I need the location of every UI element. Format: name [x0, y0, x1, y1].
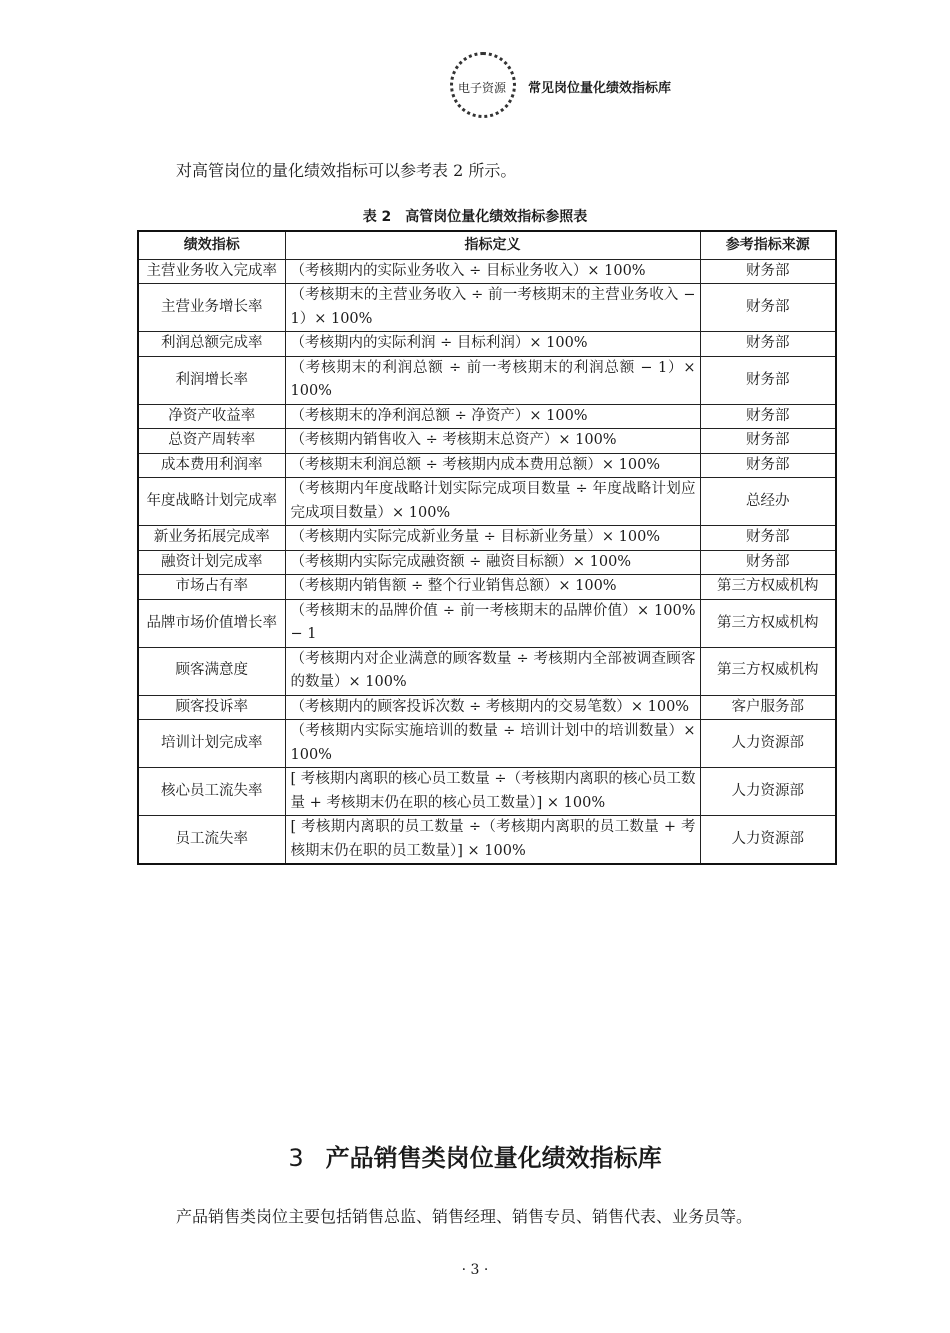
definition-cell: [ 考核期内离职的核心员工数量 ÷（考核期内离职的核心员工数量 + 考核期末仍在职的核心员工数量）] × 100% — [285, 768, 700, 816]
indicator-cell: 主营业务增长率 — [138, 284, 285, 332]
indicator-cell: 品牌市场价值增长率 — [138, 599, 285, 647]
source-cell: 财务部 — [700, 332, 836, 356]
definition-cell: （考核期内销售收入 ÷ 考核期末总资产）× 100% — [285, 429, 700, 453]
source-cell: 人力资源部 — [700, 816, 836, 864]
definition-cell: （考核期末的净利润总额 ÷ 净资产）× 100% — [285, 404, 700, 428]
indicator-cell: 利润总额完成率 — [138, 332, 285, 356]
definition-cell: （考核期末利润总额 ÷ 考核期内成本费用总额）× 100% — [285, 453, 700, 477]
header-title: 常见岗位量化绩效指标库 — [528, 81, 672, 96]
table-body — [138, 260, 836, 865]
page-header — [450, 52, 850, 118]
indicator-cell: 顾客投诉率 — [138, 695, 285, 719]
table-row — [138, 260, 836, 284]
section-title: 产品销售类岗位量化绩效指标库 — [325, 1144, 662, 1172]
source-cell: 总经办 — [700, 478, 836, 526]
intro-paragraph: 对高管岗位的量化绩效指标可以参考表 2 所示。 — [176, 161, 517, 180]
section-number: 3 — [288, 1144, 304, 1172]
definition-cell: （考核期末的主营业务收入 ÷ 前一考核期末的主营业务收入 − 1）× 100% — [285, 284, 700, 332]
table-row — [138, 478, 836, 526]
source-cell: 财务部 — [700, 429, 836, 453]
source-cell: 客户服务部 — [700, 695, 836, 719]
indicator-cell: 培训计划完成率 — [138, 720, 285, 768]
source-cell: 第三方权威机构 — [700, 599, 836, 647]
column-header-indicator: 绩效指标 — [138, 231, 285, 260]
table-row — [138, 453, 836, 477]
source-cell: 财务部 — [700, 453, 836, 477]
table-header-row — [138, 231, 836, 260]
source-cell: 财务部 — [700, 356, 836, 404]
indicator-cell: 市场占有率 — [138, 575, 285, 599]
kpi-table — [137, 230, 837, 865]
definition-cell: （考核期内销售额 ÷ 整个行业销售总额）× 100% — [285, 575, 700, 599]
column-header-definition: 指标定义 — [285, 231, 700, 260]
definition-cell: （考核期内对企业满意的顾客数量 ÷ 考核期内全部被调查顾客的数量）× 100% — [285, 647, 700, 695]
table-row — [138, 575, 836, 599]
definition-cell: （考核期内的实际利润 ÷ 目标利润）× 100% — [285, 332, 700, 356]
source-cell: 财务部 — [700, 404, 836, 428]
indicator-cell: 核心员工流失率 — [138, 768, 285, 816]
indicator-cell: 顾客满意度 — [138, 647, 285, 695]
source-cell: 财务部 — [700, 260, 836, 284]
source-cell: 人力资源部 — [700, 768, 836, 816]
indicator-cell: 利润增长率 — [138, 356, 285, 404]
table-row — [138, 720, 836, 768]
resource-badge-label: 电子资源 — [458, 81, 507, 95]
table-row — [138, 816, 836, 864]
definition-cell: （考核期内的顾客投诉次数 ÷ 考核期内的交易笔数）× 100% — [285, 695, 700, 719]
table-row — [138, 550, 836, 574]
definition-cell: （考核期内年度战略计划实际完成项目数量 ÷ 年度战略计划应完成项目数量）× 100% — [285, 478, 700, 526]
indicator-cell: 主营业务收入完成率 — [138, 260, 285, 284]
source-cell: 财务部 — [700, 526, 836, 550]
source-cell: 第三方权威机构 — [700, 647, 836, 695]
source-cell: 财务部 — [700, 550, 836, 574]
table-row — [138, 356, 836, 404]
table-row — [138, 599, 836, 647]
source-cell: 人力资源部 — [700, 720, 836, 768]
definition-cell: （考核期内实际完成新业务量 ÷ 目标新业务量）× 100% — [285, 526, 700, 550]
definition-cell: （考核期内的实际业务收入 ÷ 目标业务收入）× 100% — [285, 260, 700, 284]
table-row — [138, 768, 836, 816]
section-heading — [0, 1138, 950, 1173]
column-header-source: 参考指标来源 — [700, 231, 836, 260]
table-row — [138, 404, 836, 428]
table-row — [138, 284, 836, 332]
definition-cell: （考核期内实际完成融资额 ÷ 融资目标额）× 100% — [285, 550, 700, 574]
indicator-cell: 成本费用利润率 — [138, 453, 285, 477]
indicator-cell: 年度战略计划完成率 — [138, 478, 285, 526]
definition-cell: （考核期末的利润总额 ÷ 前一考核期末的利润总额 − 1）× 100% — [285, 356, 700, 404]
page-number: · 3 · — [461, 1262, 489, 1278]
table-row — [138, 332, 836, 356]
table-row — [138, 429, 836, 453]
indicator-cell: 总资产周转率 — [138, 429, 285, 453]
source-cell: 财务部 — [700, 284, 836, 332]
table-row — [138, 647, 836, 695]
table-row — [138, 695, 836, 719]
table-row — [138, 526, 836, 550]
definition-cell: （考核期内实际实施培训的数量 ÷ 培训计划中的培训数量）× 100% — [285, 720, 700, 768]
source-cell: 第三方权威机构 — [700, 575, 836, 599]
indicator-cell: 新业务拓展完成率 — [138, 526, 285, 550]
table-caption: 表 2 高管岗位量化绩效指标参照表 — [362, 209, 588, 225]
definition-cell: （考核期末的品牌价值 ÷ 前一考核期末的品牌价值）× 100% − 1 — [285, 599, 700, 647]
section-paragraph: 产品销售类岗位主要包括销售总监、销售经理、销售专员、销售代表、业务员等。 — [176, 1207, 753, 1226]
indicator-cell: 净资产收益率 — [138, 404, 285, 428]
indicator-cell: 融资计划完成率 — [138, 550, 285, 574]
indicator-cell: 员工流失率 — [138, 816, 285, 864]
definition-cell: [ 考核期内离职的员工数量 ÷（考核期内离职的员工数量 + 考核期末仍在职的员工数量）] × 100% — [285, 816, 700, 864]
